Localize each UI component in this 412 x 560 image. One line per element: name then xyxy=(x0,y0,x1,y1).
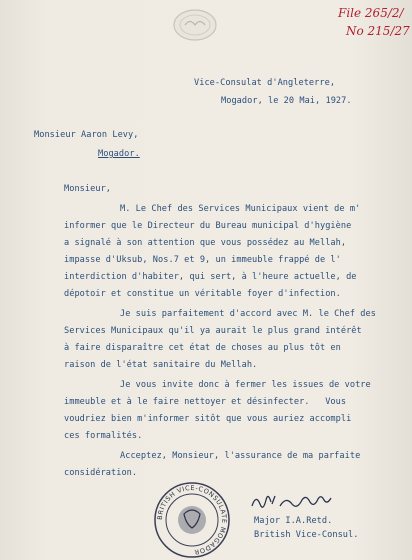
stamp-text: BRITISH VICE-CONSULATE MOGADOR xyxy=(155,483,229,557)
body-line: ces formalités. xyxy=(64,431,143,441)
body-line: impasse d'Uksub, Nos.7 et 9, un immeuble frappé de l' xyxy=(64,255,341,265)
body-line: Je vous invite donc à fermer les issues de votre xyxy=(120,380,371,390)
body-line: Acceptez, Monsieur, l'assurance de ma parfaite xyxy=(120,451,361,461)
body-line: Je suis parfaitement d'accord avec M. le Chef des xyxy=(120,309,376,319)
body-line: informer que le Directeur du Bureau municipal d'hygiène xyxy=(64,221,352,231)
body-line: immeuble et à le faire nettoyer et désinfecter. Vous xyxy=(64,397,347,407)
signatory-name: Major I.A.Retd. xyxy=(254,516,333,526)
place-date: Mogador, le 20 Mai, 1927. xyxy=(221,96,352,106)
consulate-stamp xyxy=(152,480,232,560)
body-line: dépotoir et constitue un véritable foyer d'infection. xyxy=(64,289,341,299)
body-line: raison de l'état sanitaire du Mellah. xyxy=(64,360,258,370)
body-line: à faire disparaître cet état de choses au plus tôt en xyxy=(64,343,341,353)
file-number: No 215/27 xyxy=(346,24,410,38)
body-line: a signalé à son attention que vous possédez au Mellah, xyxy=(64,238,347,248)
handwritten-signature xyxy=(250,488,340,514)
body-line: M. Le Chef des Services Municipaux vient de m' xyxy=(120,204,361,214)
body-line: voudriez bien m'informer sitôt que vous auriez accompli xyxy=(64,414,352,424)
embossed-seal-icon xyxy=(172,8,218,42)
body-line: Services Municipaux qu'il ya aurait le plus grand intérêt xyxy=(64,326,362,336)
signatory-title: British Vice-Consul. xyxy=(254,530,359,540)
recipient-city: Mogador. xyxy=(98,149,140,159)
office-header: Vice-Consulat d'Angleterre, xyxy=(194,78,336,88)
body-line: considération. xyxy=(64,468,138,478)
recipient-name: Monsieur Aaron Levy, xyxy=(34,130,139,140)
salutation: Monsieur, xyxy=(64,184,112,194)
file-reference: File 265/2/ xyxy=(338,6,404,20)
body-line: interdiction d'habiter, qui sert, à l'heure actuelle, de xyxy=(64,272,357,282)
